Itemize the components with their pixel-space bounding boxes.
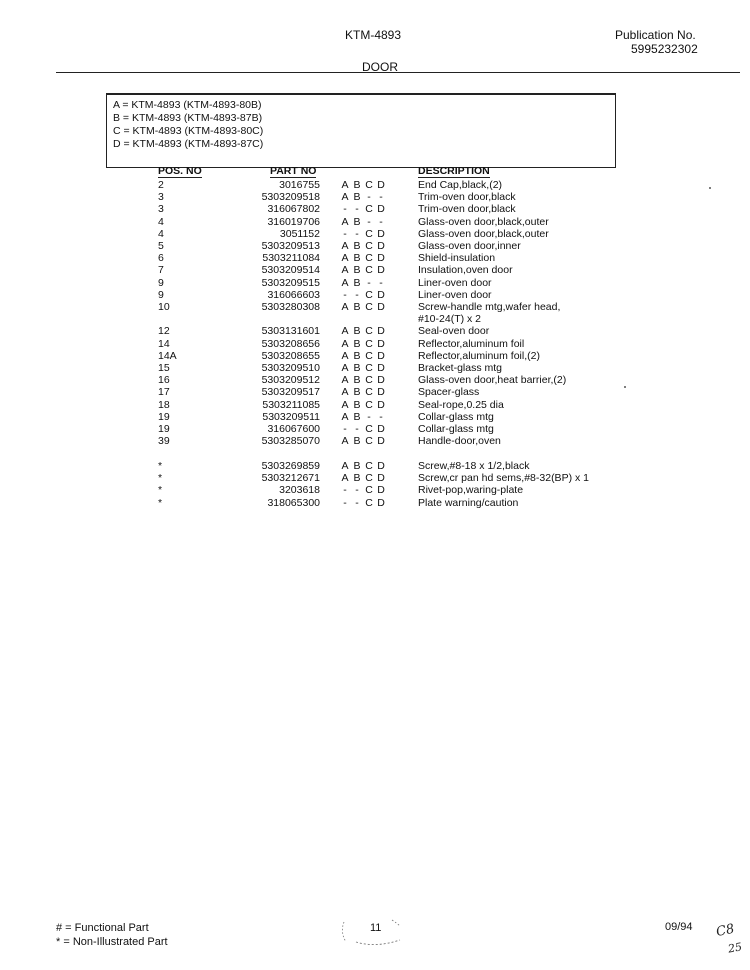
part-no-cell: 5303269859 — [261, 460, 320, 472]
description-cell: Seal-rope,0.25 dia — [418, 398, 504, 411]
model-applicability-cell — [339, 301, 387, 313]
model-flag: - — [343, 496, 347, 509]
model-flag: A — [341, 337, 349, 350]
model-flag: - — [367, 191, 371, 204]
description-cell: Insulation,oven door — [418, 264, 513, 277]
description-cell: Spacer-glass — [418, 386, 480, 399]
model-flag: B — [353, 374, 361, 387]
part-no-cell: 3203618 — [279, 484, 320, 497]
model-flag: A — [341, 349, 349, 362]
part-no-cell: 5303209510 — [261, 362, 320, 374]
model-flag: C — [365, 484, 373, 497]
model-flag: - — [343, 227, 347, 240]
part-no-cell: 5303131601 — [261, 325, 320, 338]
description-cell: Collar-glass mtg — [418, 410, 494, 423]
legend-line: D = KTM-4893 (KTM-4893-87C) — [113, 138, 264, 150]
model-flag: C — [365, 435, 373, 448]
part-no-cell: 5303208656 — [261, 337, 320, 350]
model-flag: C — [365, 264, 373, 277]
model-flag: B — [353, 362, 361, 374]
table-row — [0, 338, 750, 350]
model-flag: B — [353, 301, 361, 313]
model-applicability-cell — [339, 325, 387, 337]
pos-no-cell: 5 — [158, 240, 164, 252]
description-cell: Shield-insulation — [418, 252, 496, 265]
part-no-cell: 316067802 — [267, 203, 320, 216]
pos-no-cell: 14A — [158, 349, 177, 362]
model-flag: D — [377, 264, 385, 277]
model-flag: - — [343, 484, 347, 497]
pos-no-cell: 3 — [158, 191, 164, 204]
model-flag: C — [365, 203, 373, 216]
part-no-cell: 316019706 — [267, 215, 320, 228]
table-row — [0, 301, 750, 313]
description-cell: Glass-oven door,heat barrier,(2) — [418, 374, 567, 387]
model-flag: A — [341, 325, 349, 338]
model-flag: B — [353, 325, 361, 338]
pos-no-cell: 18 — [158, 398, 170, 411]
part-no-cell: 5303212671 — [261, 472, 320, 485]
pos-no-cell: 15 — [158, 362, 170, 374]
model-flag: B — [353, 349, 361, 362]
model-flag: B — [353, 410, 361, 423]
model-flag: D — [377, 179, 385, 191]
table-row — [0, 252, 750, 264]
model-flag: D — [377, 288, 385, 301]
publication-number: 5995232302 — [631, 42, 698, 56]
model-flag: D — [377, 435, 385, 448]
table-row — [0, 216, 750, 228]
table-row — [0, 362, 750, 374]
model-applicability-cell — [339, 472, 387, 484]
legend-line: A = KTM-4893 (KTM-4893-80B) — [113, 99, 262, 111]
pos-no-cell: 12 — [158, 325, 170, 338]
model-flag: - — [367, 215, 371, 228]
model-flag: A — [341, 240, 349, 252]
model-flag: C — [365, 496, 373, 509]
model-flag: D — [377, 240, 385, 252]
table-row — [0, 289, 750, 301]
model-flag: C — [365, 374, 373, 387]
non-illustrated-row — [0, 472, 750, 484]
table-row — [0, 386, 750, 398]
model-flag: - — [355, 288, 359, 301]
pos-no-cell: 9 — [158, 276, 164, 289]
part-no-cell: 5303209515 — [261, 276, 320, 289]
model-flag: D — [377, 252, 385, 265]
table-row — [0, 191, 750, 203]
part-no-cell: 5303209512 — [261, 374, 320, 387]
model-flag: B — [353, 435, 361, 448]
table-row — [0, 240, 750, 252]
legend-line: C = KTM-4893 (KTM-4893-80C) — [113, 125, 264, 137]
part-no-cell: 3051152 — [279, 227, 320, 240]
pos-no-cell: 2 — [158, 179, 164, 191]
model-flag: B — [353, 215, 361, 228]
model-flag: D — [377, 227, 385, 240]
pos-no-cell: 6 — [158, 252, 164, 265]
description-cell: Screw-handle mtg,wafer head, — [418, 301, 561, 313]
model-flag: - — [379, 215, 383, 228]
model-flag: A — [341, 435, 349, 448]
model-flag: C — [365, 472, 373, 485]
model-flag: D — [377, 349, 385, 362]
model-flag: C — [365, 398, 373, 411]
model-flag: - — [343, 203, 347, 216]
pos-no-cell: * — [158, 484, 163, 497]
table-row — [0, 203, 750, 215]
table-row — [0, 325, 750, 337]
model-flag: A — [341, 410, 349, 423]
model-applicability-cell — [339, 228, 387, 240]
model-flag: B — [353, 276, 361, 289]
model-flag: B — [353, 179, 361, 191]
table-row — [0, 374, 750, 386]
table-row — [0, 411, 750, 423]
model-applicability-cell — [339, 338, 387, 350]
pos-no-header: POS. NO — [158, 165, 202, 177]
pos-no-cell: 39 — [158, 435, 170, 448]
pos-no-cell: 10 — [158, 301, 170, 313]
description-cell: Handle-door,oven — [418, 435, 501, 448]
model-applicability-cell — [339, 264, 387, 276]
non-illustrated-part-note: * = Non-Illustrated Part — [56, 936, 168, 948]
model-applicability-cell — [339, 484, 387, 496]
header-divider — [56, 72, 740, 73]
handwritten-mark-2: 25 — [727, 940, 744, 956]
table-row — [0, 435, 750, 447]
model-flag: C — [365, 362, 373, 374]
model-applicability-cell — [339, 350, 387, 362]
model-flag: D — [377, 496, 385, 509]
model-flag: B — [353, 252, 361, 265]
model-flag: A — [341, 460, 349, 472]
functional-part-note: # = Functional Part — [56, 922, 149, 934]
non-illustrated-row — [0, 460, 750, 472]
model-flag: - — [355, 203, 359, 216]
description-cell: Liner-oven door — [418, 276, 492, 289]
part-no-cell: 5303209517 — [261, 386, 320, 399]
pos-no-cell: * — [158, 460, 163, 472]
description-cell: End Cap,black,(2) — [418, 179, 503, 191]
table-row — [0, 313, 750, 325]
description-cell: Reflector,aluminum foil,(2) — [418, 349, 540, 362]
legend-line: B = KTM-4893 (KTM-4893-87B) — [113, 112, 263, 124]
model-applicability-cell — [339, 289, 387, 301]
model-flag: D — [377, 203, 385, 216]
model-flag: A — [341, 362, 349, 374]
part-no-cell: 318065300 — [267, 496, 320, 509]
model-applicability-cell — [339, 435, 387, 447]
model-applicability-cell — [339, 277, 387, 289]
non-illustrated-row — [0, 484, 750, 496]
model-applicability-cell — [339, 460, 387, 472]
part-no-cell: 5303285070 — [261, 435, 320, 448]
page-number-scribble — [330, 914, 420, 950]
model-flag: C — [365, 325, 373, 338]
non-illustrated-row — [0, 497, 750, 509]
model-applicability-cell — [339, 411, 387, 423]
model-header: KTM-4893 — [345, 28, 402, 42]
part-no-cell: 5303211085 — [262, 398, 320, 411]
pos-no-cell: 3 — [158, 203, 164, 216]
description-cell: Reflector,aluminum foil — [418, 337, 525, 350]
model-flag: B — [353, 240, 361, 252]
model-applicability-cell — [339, 423, 387, 435]
part-no-cell: 5303211084 — [262, 252, 320, 265]
model-flag: C — [365, 252, 373, 265]
model-flag: D — [377, 472, 385, 485]
model-flag: D — [377, 337, 385, 350]
part-no-cell: 5303209514 — [261, 264, 320, 277]
table-row — [0, 399, 750, 411]
model-flag: B — [353, 191, 361, 204]
model-applicability-cell — [339, 203, 387, 215]
model-flag: A — [341, 472, 349, 485]
pos-no-cell: 4 — [158, 227, 164, 240]
revision-date: 09/94 — [665, 921, 693, 933]
model-flag: C — [365, 288, 373, 301]
model-flag: A — [341, 215, 349, 228]
model-flag: D — [377, 460, 385, 472]
model-flag: - — [379, 276, 383, 289]
pos-no-cell: * — [158, 496, 163, 509]
model-flag: D — [377, 386, 385, 399]
description-header: DESCRIPTION — [418, 165, 490, 177]
part-no-cell: 5303280308 — [261, 301, 320, 313]
model-flag: - — [379, 191, 383, 204]
scan-speck — [709, 187, 711, 189]
model-applicability-cell — [339, 497, 387, 509]
model-flag: B — [353, 460, 361, 472]
model-applicability-cell — [339, 179, 387, 191]
scan-speck — [624, 386, 626, 388]
table-row — [0, 228, 750, 240]
part-no-cell: 5303209518 — [261, 191, 320, 204]
model-flag: A — [341, 398, 349, 411]
handwritten-mark — [712, 918, 750, 960]
part-no-cell: 316066603 — [267, 288, 320, 301]
model-flag: - — [343, 288, 347, 301]
table-row — [0, 264, 750, 276]
model-flag: B — [353, 398, 361, 411]
description-cell: Trim-oven door,black — [418, 203, 516, 216]
part-no-cell: 5303209513 — [261, 240, 320, 252]
model-flag: D — [377, 423, 385, 435]
model-applicability-cell — [339, 362, 387, 374]
model-flag: - — [355, 496, 359, 509]
part-no-cell: 5303208655 — [261, 349, 320, 362]
model-applicability-cell — [339, 313, 387, 325]
pos-no-cell: 7 — [158, 264, 164, 277]
model-flag: - — [343, 423, 347, 435]
section-title: DOOR — [362, 60, 398, 74]
description-cell: Rivet-pop,waring-plate — [418, 484, 524, 497]
table-row — [0, 179, 750, 191]
model-flag: D — [377, 301, 385, 313]
model-flag: - — [355, 484, 359, 497]
pos-no-cell: 14 — [158, 337, 170, 350]
description-cell: Plate warning/caution — [418, 496, 519, 509]
pos-no-cell: 19 — [158, 423, 170, 435]
model-applicability-cell — [339, 374, 387, 386]
pos-no-cell: * — [158, 472, 163, 485]
model-flag: C — [365, 240, 373, 252]
model-flag: - — [367, 410, 371, 423]
model-flag: - — [355, 227, 359, 240]
model-applicability-cell — [339, 399, 387, 411]
model-applicability-cell — [339, 216, 387, 228]
model-flag: A — [341, 276, 349, 289]
pos-no-cell: 4 — [158, 215, 164, 228]
model-flag: D — [377, 362, 385, 374]
pos-no-cell: 19 — [158, 410, 170, 423]
model-applicability-cell — [339, 386, 387, 398]
model-flag: D — [377, 325, 385, 338]
part-no-cell: 5303209511 — [262, 410, 320, 423]
description-cell: #10-24(T) x 2 — [418, 313, 482, 326]
model-flag: C — [365, 301, 373, 313]
model-applicability-cell — [339, 191, 387, 203]
model-flag: A — [341, 386, 349, 399]
model-legend-box — [106, 93, 616, 168]
description-cell: Trim-oven door,black — [418, 191, 516, 204]
model-flag: D — [377, 374, 385, 387]
model-flag: - — [379, 410, 383, 423]
table-row — [0, 277, 750, 289]
model-flag: A — [341, 264, 349, 277]
model-flag: A — [341, 301, 349, 313]
model-flag: B — [353, 264, 361, 277]
model-flag: A — [341, 374, 349, 387]
description-cell: Bracket-glass mtg — [418, 362, 503, 374]
model-applicability-cell — [339, 252, 387, 264]
model-flag: C — [365, 227, 373, 240]
model-flag: C — [365, 337, 373, 350]
model-flag: D — [377, 484, 385, 497]
description-cell: Screw,cr pan hd sems,#8-32(BP) x 1 — [418, 472, 589, 485]
model-flag: A — [341, 252, 349, 265]
description-cell: Liner-oven door — [418, 288, 492, 301]
description-cell: Collar-glass mtg — [418, 423, 494, 435]
part-no-cell: 316067600 — [267, 423, 320, 435]
description-cell: Seal-oven door — [418, 325, 490, 338]
part-no-header: PART NO — [270, 165, 317, 177]
model-flag: - — [367, 276, 371, 289]
model-flag: - — [355, 423, 359, 435]
page-number: 11 — [370, 922, 382, 934]
model-flag: B — [353, 386, 361, 399]
pos-no-cell: 17 — [158, 386, 170, 399]
model-flag: A — [341, 191, 349, 204]
description-cell: Glass-oven door,black,outer — [418, 215, 549, 228]
handwritten-mark-1: C8 — [714, 921, 736, 941]
part-no-cell: 3016755 — [279, 179, 320, 191]
pos-no-cell: 16 — [158, 374, 170, 387]
model-flag: C — [365, 423, 373, 435]
model-flag: A — [341, 179, 349, 191]
pos-no-cell: 9 — [158, 288, 164, 301]
description-cell: Glass-oven door,inner — [418, 240, 521, 252]
model-flag: B — [353, 337, 361, 350]
description-cell: Glass-oven door,black,outer — [418, 227, 549, 240]
model-flag: D — [377, 398, 385, 411]
model-flag: B — [353, 472, 361, 485]
model-flag: C — [365, 179, 373, 191]
model-flag: C — [365, 386, 373, 399]
model-flag: C — [365, 349, 373, 362]
publication-label: Publication No. — [615, 28, 696, 42]
description-cell: Screw,#8-18 x 1/2,black — [418, 460, 530, 472]
model-applicability-cell — [339, 240, 387, 252]
table-row — [0, 423, 750, 435]
table-row — [0, 350, 750, 362]
model-flag: C — [365, 460, 373, 472]
